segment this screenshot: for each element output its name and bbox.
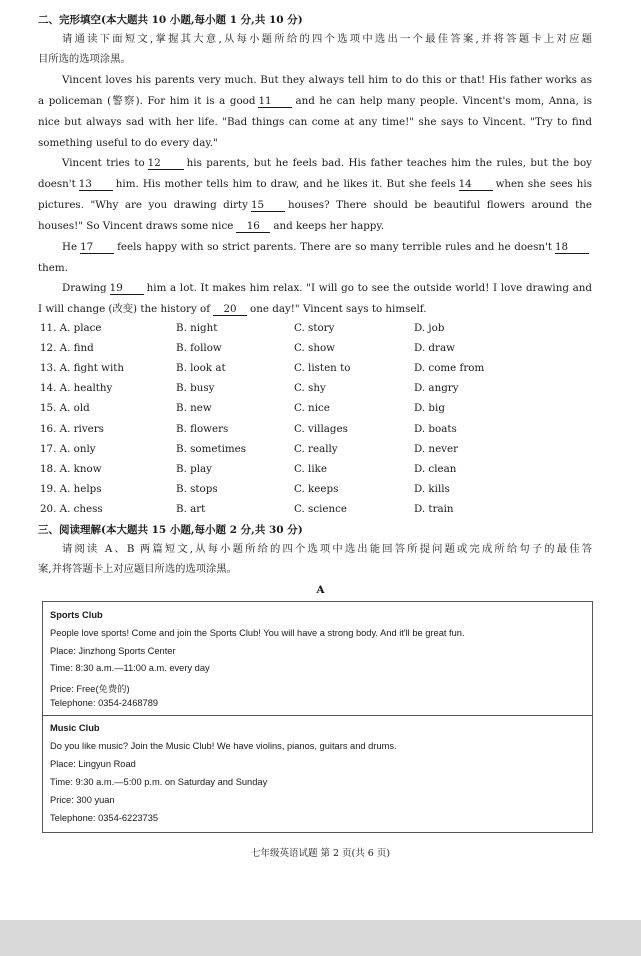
blank-12: 12 bbox=[148, 157, 184, 170]
music-club-price: Price: 300 yuan bbox=[50, 795, 115, 805]
blank-16: 16 bbox=[236, 220, 270, 233]
passage-p2-line2 bbox=[38, 177, 592, 191]
passage-text: him. His mother tells him to draw, and he likes it. But she feels bbox=[115, 178, 456, 190]
part-a-label: A bbox=[316, 584, 325, 596]
sports-club-time: Time: 8:30 a.m.—11:00 a.m. every day bbox=[50, 663, 210, 673]
blank-20: 20 bbox=[213, 303, 247, 316]
option-choice: C. story bbox=[294, 322, 335, 334]
option-choice: B. art bbox=[176, 502, 206, 515]
option-choice: C. listen to bbox=[294, 362, 351, 375]
passage-p1-line4: something useful to do every day." bbox=[38, 137, 218, 149]
cloze-section-title: 二、完形填空(本大题共 10 小题,每小题 1 分,共 10 分) bbox=[38, 14, 303, 26]
option-choice: 11. A. place bbox=[40, 322, 102, 334]
music-club-title: Music Club bbox=[50, 723, 100, 733]
sports-club-section bbox=[43, 602, 592, 715]
passage-text: houses!" So Vincent draws some nice bbox=[38, 220, 234, 232]
option-choice: 12. A. find bbox=[40, 342, 94, 355]
passage-text: when she sees his bbox=[495, 178, 592, 190]
passage-text: He bbox=[62, 241, 78, 253]
sports-club-telephone: Telephone: 0354-2468789 bbox=[50, 698, 159, 708]
reading-section-title: 三、阅读理解(本大题共 15 小题,每小题 2 分,共 30 分) bbox=[38, 524, 303, 536]
passage-text: and keeps her happy. bbox=[273, 220, 385, 232]
passage-text: feels happy with so strict parents. There are so many terrible rules and he doesn't bbox=[117, 241, 552, 253]
option-choice: D. job bbox=[414, 322, 445, 334]
reading-instruction-line1: 请阅读 A、B 两篇短文,从每小题所给的四个选项中选出能回答所提问题或完成所给句子的最佳答 bbox=[62, 543, 592, 555]
option-choice: C. like bbox=[294, 462, 327, 475]
option-choice: B. look at bbox=[176, 362, 226, 375]
music-club-section bbox=[43, 716, 592, 832]
passage-text: one day!" Vincent says to himself. bbox=[250, 303, 427, 315]
passage-text: Drawing bbox=[62, 282, 107, 294]
cloze-instruction-line2: 目所选的选项涂黑。 bbox=[38, 53, 131, 65]
passage-p4-line1 bbox=[62, 281, 592, 295]
option-choice: B. play bbox=[176, 462, 212, 475]
cloze-instruction-line1: 请通读下面短文,掌握其大意,从每小题所给的四个选项中选出一个最佳答案,并将答题卡上对应题 bbox=[62, 33, 592, 45]
option-choice: C. really bbox=[294, 442, 338, 455]
option-choice: D. angry bbox=[414, 382, 459, 395]
option-choice: B. new bbox=[176, 402, 212, 415]
option-choice: B. night bbox=[176, 322, 218, 334]
option-choice: C. science bbox=[294, 502, 347, 515]
passage-text: and he can help many people. Vincent's mom, Anna, is bbox=[295, 95, 592, 107]
option-choice: 15. A. old bbox=[40, 402, 90, 415]
music-club-description: Do you like music? Join the Music Club! We have violins, pianos, guitars and drums. bbox=[50, 741, 397, 751]
passage-text: houses? There should be beautiful flowers around the bbox=[287, 199, 592, 211]
option-choice: B. stops bbox=[176, 482, 218, 495]
passage-p2-line4 bbox=[38, 219, 384, 233]
blank-15: 15 bbox=[251, 199, 285, 212]
blank-14: 14 bbox=[459, 178, 493, 191]
sports-club-price: Price: Free(免费的) bbox=[50, 684, 130, 694]
option-choice: D. kills bbox=[414, 482, 450, 495]
option-choice: 13. A. fight with bbox=[40, 362, 125, 375]
music-club-time: Time: 9:30 a.m.—5:00 p.m. on Saturday and Sunday bbox=[50, 777, 268, 787]
option-choice: D. never bbox=[414, 442, 458, 455]
option-choice: D. clean bbox=[414, 462, 457, 475]
option-choice: 16. A. rivers bbox=[40, 422, 104, 435]
option-choice: 14. A. healthy bbox=[40, 382, 113, 395]
option-choice: C. nice bbox=[294, 402, 330, 415]
passage-text: him a lot. It makes him relax. "I will go to see the outside world! I love drawing and bbox=[146, 282, 592, 294]
option-choice: C. shy bbox=[294, 382, 326, 395]
bottom-margin-band bbox=[0, 920, 641, 956]
passage-p2-line1 bbox=[62, 156, 592, 170]
passage-text: a policeman (警察). For him it is a good bbox=[38, 95, 256, 107]
sports-club-title: Sports Club bbox=[50, 610, 103, 620]
sports-club-place: Place: Jinzhong Sports Center bbox=[50, 646, 176, 656]
blank-19: 19 bbox=[110, 282, 144, 295]
option-choice: D. draw bbox=[414, 342, 455, 355]
blank-18: 18 bbox=[555, 241, 589, 254]
passage-text: doesn't bbox=[38, 178, 76, 190]
option-choice: D. big bbox=[414, 402, 445, 415]
passage-text: pictures. "Why are you drawing dirty bbox=[38, 199, 248, 211]
music-club-place: Place: Lingyun Road bbox=[50, 759, 136, 769]
option-choice: C. keeps bbox=[294, 482, 339, 495]
option-choice: B. follow bbox=[176, 342, 222, 355]
option-choice: D. train bbox=[414, 502, 454, 515]
blank-13: 13 bbox=[79, 178, 113, 191]
passage-p4-line2 bbox=[38, 302, 427, 316]
passage-p3-line2: them. bbox=[38, 262, 68, 274]
option-choice: C. villages bbox=[294, 422, 348, 435]
music-club-telephone: Telephone: 0354-6223735 bbox=[50, 813, 159, 823]
passage-p1-line2 bbox=[38, 94, 592, 108]
sports-club-description: People love sports! Come and join the Sports Club! You will have a strong body. And it'll be great fun. bbox=[50, 628, 465, 638]
passage-p1-line3: nice but always sad with her life. "Bad things can come at any time!" she says to Vincent. "Try to find bbox=[38, 116, 592, 128]
option-choice: D. boats bbox=[414, 422, 457, 435]
option-choice: 20. A. chess bbox=[40, 502, 103, 515]
passage-p3-line1 bbox=[62, 240, 592, 254]
club-info-box bbox=[42, 601, 593, 833]
blank-11: 11 bbox=[258, 95, 292, 108]
passage-text: I will change (改变) the history of bbox=[38, 303, 211, 315]
option-choice: C. show bbox=[294, 342, 335, 355]
option-choice: B. flowers bbox=[176, 422, 229, 435]
option-choice: 18. A. know bbox=[40, 462, 102, 475]
reading-instruction-line2: 案,并将答题卡上对应题目所选的选项涂黑。 bbox=[38, 563, 237, 575]
option-choice: B. busy bbox=[176, 382, 215, 395]
passage-text: Vincent tries to bbox=[62, 157, 145, 169]
blank-17: 17 bbox=[80, 241, 114, 254]
passage-text: his parents, but he feels bad. His father teaches him the rules, but the boy bbox=[186, 157, 592, 169]
option-choice: 19. A. helps bbox=[40, 482, 102, 495]
page-footer: 七年级英语试题 第 2 页(共 6 页) bbox=[250, 848, 391, 859]
option-choice: 17. A. only bbox=[40, 442, 96, 455]
option-choice: D. come from bbox=[414, 362, 485, 375]
passage-p1-line1: Vincent loves his parents very much. But they always tell him to do this or that! His father works as bbox=[62, 74, 592, 86]
passage-p2-line3 bbox=[38, 198, 592, 212]
option-choice: B. sometimes bbox=[176, 442, 247, 455]
